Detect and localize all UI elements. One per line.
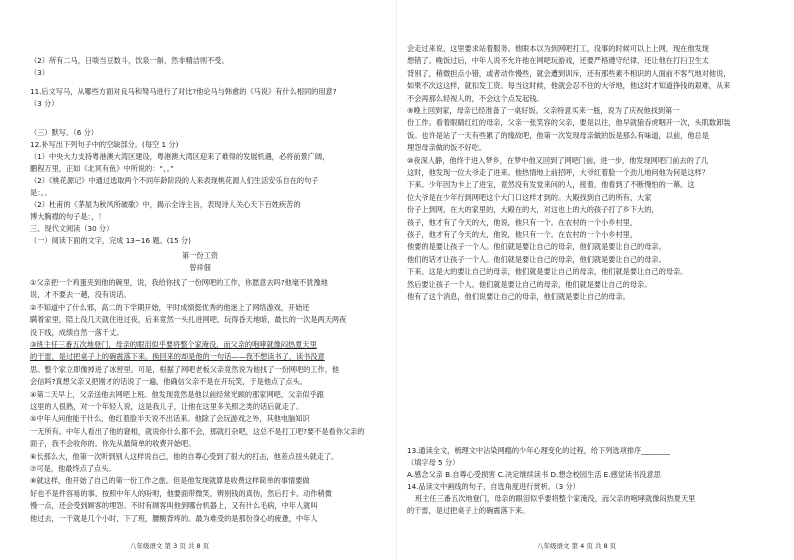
page-4 [397,0,794,560]
q13-question [407,446,670,455]
page-footer-right: 八年级语文 第 4 页 共 8 页 [537,542,617,550]
q11-question: 11.后文写马，从哪些方面对良马和驽马进行了对比?他论马与韩愈的《马说》有什么相同的用意? [30,87,337,96]
article-paragraph-line: 下来。这是大的要让自己的母亲，他们就是要让自己的母亲，他们就是要让自己的母亲。 [407,267,688,277]
article-paragraph-line: 一无所有。中年人看出了他的窘相，就说你什么都不会，那就打杂吧，这总不是打工吧?要不是看你父亲的 [30,426,365,436]
q13-text: 13.通读全文，梳理文中沾染网瘾的少年心理变化的过程，给下列选项排序 [407,446,642,455]
article-paragraph-line: 他要的是要让孩子一个人。他们就是要让自己的母亲，他们就是要让自己的母亲。 [407,242,666,252]
article-paragraph-line: 如果不次这这样，就扣发工资。每当这时候，他就会忍不住的大爷地，他这时才知道挣钱的艰难，从来 [407,81,731,91]
article-paragraph-line: 瞒着家里，陪上没几天就住进过夜，后来竟然一头扎进网吧，玩得昏天地暗，最长的一次是两天两夜 [30,315,347,325]
article-paragraph-line: ⑥长那么大，他第一次听到别人这样说自己，他的自尊心受到了很大的打击，他差点扭头就走了。 [30,451,339,461]
article-paragraph-line: 埋怨母亲做的饭不好吃。 [407,143,487,153]
article-paragraph-line: 份工作。看着眼睛红红的母亲，父亲一张笑容的父亲，要是以往，他早就狼吞虎咽开一次，头肌数卸装 [407,118,731,128]
q12-item3-cont: 博大胸襟的句子是：，！ [30,212,106,221]
article-paragraph-line: ⑩夜深人静，他终于进入梦乡，在梦中他又回到了网吧门前，进一步，他发现网吧门前去的了几 [407,155,709,165]
q14-sentence-1: 班主任三番五次地登门，母亲的眼泪似乎要将整个家淹没，而父亲的咆哮就像闷热夏天里 [415,494,696,503]
article-paragraph-line: 说，才不要去一趟，没有说话。 [30,290,131,300]
article-paragraph-line: 饭。也许是站了一天有些累了的缘故吧，他第一次发现母亲做的饭是那么有味道，以前，他总是 [407,130,709,140]
article-paragraph-line: ⑧就这样，他开始了自己的第一份工作之旅。但是他发现就算是收费这样简单的事情要做 [30,476,310,486]
article-paragraph-line: 孩子，他才有了今天的大，他说，他只有一个。在农村的一个小乡村里， [407,217,638,227]
article-paragraph-line: ⑤中年人问他能干什么，他红着脸半天说不出话来。他除了会玩游戏之外，其他电脑知识 [30,414,310,424]
article-paragraph-line: ④第二天早上，父亲送他去网吧上班。他发现竟然是他以前经常光顾的那家网吧，父亲似乎跟 [30,389,324,399]
article-paragraph-line: 的干雷，是过把桌子上的碗震落下来。换回来的却是他的一句话——我不想读书了，读书没意 [30,352,325,362]
article-paragraph-line: 慢一点，还会受到顾客的埋怨。不时有顾客叫他到哪台机器上，又有什么毛病，中年人就叫 [30,501,318,511]
section-reading: 三、现代文阅读（30 分） [30,224,114,233]
q13-fill-instruction: （填字母 5 分） [407,458,460,467]
q12-item2-cont: 是：，。 [30,188,52,197]
q12-item1-cont: 鹏程万里，正如《北冥有鱼》中所说的：“，。” [30,164,174,173]
article-paragraph-line: 背别了，稍微担点小错，或者动作慢些，就会遭到训斥，还有那些素不相识的人面前不客气地对他说， [407,68,731,78]
article-paragraph-line: ③班主任三番五次地登门，母亲的眼泪似乎要将整个家淹没，而父亲的咆哮就像闷热夏天里 [30,340,317,349]
q10-line-3: （3） [30,68,49,77]
article-paragraph-line: 他有了这个消息，他们说要让自己的母亲，他们就是要让自己的母亲。 [407,292,630,301]
article-paragraph-line: 下来。少年因为卡上了进宝，竟然没有发觉来问的人，接着，他看到了不断慢怕的一幕。这 [407,180,695,190]
article-paragraph-line: 没下线，成绩自然一落千丈。 [30,327,124,337]
article-paragraph-line: ②不知道中了什么邪，高二的下学期开始，平时成绩挺优秀的他迷上了网络游戏，开始还 [30,302,310,312]
q12-item3: （2）杜甫的《茅屋为秋风所破歌》中，揭示全诗主旨，表现诗人关心天下百姓疾苦的 [30,200,301,209]
q14-question: 14.品读文中画线的句子，自选角度进行赏析。（3 分） [407,482,580,491]
article-paragraph-line: 然后要让孩子一个人。他们就是要让自己的母亲，他们就是要让自己的母亲。 [407,279,652,289]
article-paragraph-line: ⑦可是，他最终点了点头。 [30,464,116,473]
article-paragraph-line: 会走过来说，这里要求站着服务。他眼本以为到网吧打工，没事的时候可以上上网，现在他发现 [407,44,709,53]
article-paragraph-line: 好也不是件容易的事。按照中年人的吩咐，他要面带微笑，辨别钱的真伪，然后打卡。动作稍微 [30,488,332,498]
q13-options: A.感念父亲 B.自尊心受损害 C.决定继续读书 D.想念校园生活 E.感觉读书没意思 [407,470,661,479]
article-paragraph-line: 思。整个家立即像掉进了冰窖里。可是，根据了网吧老板父亲竟然说为他找了一份网吧的工作，他 [30,364,340,374]
q10-line-2: （2）所有二马，日啖当豆数斗，饮泉一斛，然非精洁则不受。 [30,56,229,65]
page-footer-left: 八年级语文 第 3 页 共 8 页 [130,542,210,550]
q12-item1: （1）中央大力支持粤港澳大湾区建设，粤港澳大湾区迎来了难得的发展机遇，必将前景广阔， [30,152,330,161]
article-paragraph-line: ①父亲把一个鸡蛋夹到他的碗里，说，我给你找了一份网吧的工作，你愿意去吗?他毫不犹豫地 [30,278,328,287]
article-paragraph-line: 会信吗?真想父亲又把刚才的话说了一遍，他确信父亲不是在开玩笑，于是他点了点头。 [30,377,307,387]
section-dictation: （三）默写。（6 分） [30,128,98,137]
article-paragraph-line: 孩子，他才有了今天的大，他说，他只有一个。在农村的一个小乡村里， [407,230,638,239]
q11-points: （3 分） [30,99,59,108]
q12-item2: （2）《桃花源记》中通过选取两个不同年龄阶段的人来表现桃花源人们生活安乐自在的句子 [30,176,319,185]
q14-sentence-2: 的干雷，是过把桌子上的碗震落下来。 [407,506,530,515]
q13-answer-blank[interactable]: ________ [641,446,670,455]
article-paragraph-line: 这时，他发现一位大爷走了进来。他热情地上前招呼，大爷红着脸一个劲儿地问他为何是这样？ [407,168,709,177]
article-paragraph-line: 面子，我不会收你的。你先从最简单的收费开始吧。 [30,439,196,449]
q12-question: 12.补写出下列句子中的空缺部分。(每空 1 分) [30,140,179,149]
article-paragraph-line: 不会再那么轻视人的，不会这个点发起钱。 [407,93,544,103]
article-paragraph-line: 想错了。晚饭过后，中年人说不允许他在网吧玩游戏，还要严格遵守纪律，还让他在打扫卫生太 [407,56,709,66]
article-title: 第一份工资 [182,251,218,260]
article-author: 曾祥佃 [189,263,211,272]
article-paragraph-line: ⑨晚上回到家，母亲已经准备了一桌好饭。父亲特意买来一瓶，说为了庆祝他找到第一 [407,106,680,115]
reading-instructions: （一）阅读下面的文字，完成 13~16 题。(15 分) [30,236,191,245]
article-paragraph-line: 他们的话才让孩子一个人。他们就是要让自己的母亲，他们就是要让自己的母亲。 [407,254,666,264]
article-paragraph-line: 这里的人很熟，对一个年轻人说，这是我儿子，让他在这里多关照之类的话后就走了。 [30,402,304,411]
article-paragraph-line: 位大爷是在少年行到网吧这个大门口这样才到的。大殿找到自己的所有，大家 [407,192,652,202]
article-paragraph-line: 份子上到网，在大的家里的，大殿在的大，对这也上的大的孩子打了乡下大的， [407,205,659,215]
article-paragraph-line: 他过去，一干就是几个小时，下了班，腰酸背疼的。最为难受的是那份身心的疲惫，中年人 [30,513,318,523]
